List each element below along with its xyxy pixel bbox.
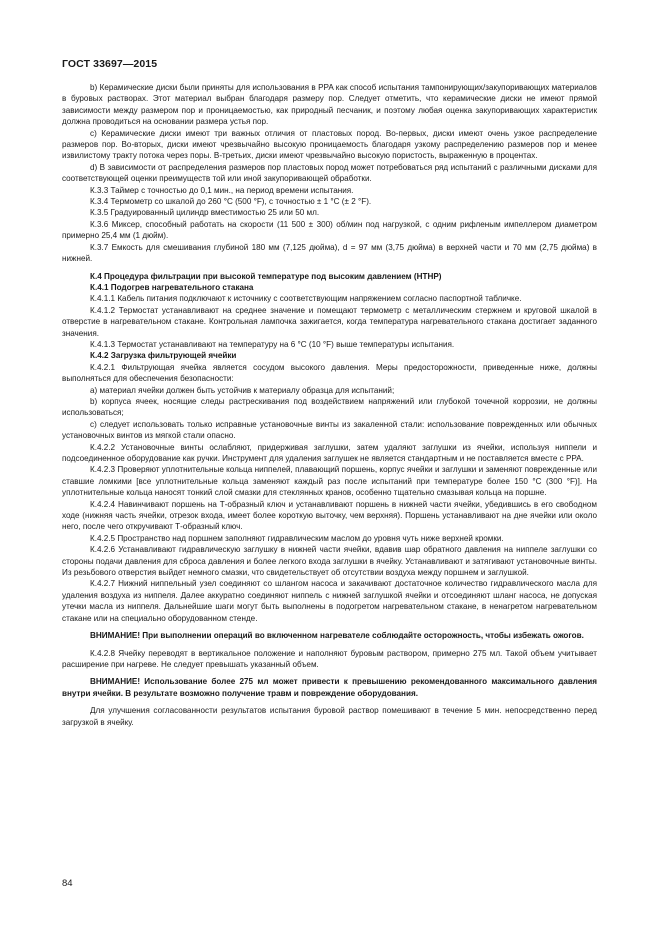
subsection-heading: К.4.1 Подогрев нагревательного стакана (90, 282, 254, 292)
paragraph: К.4.2.2 Установочные винты ослабляют, придерживая заглушки, затем удаляют заглушки из ячейки, используя ниппели и подсоединенное оборудование как ручки. Инструмент для удаления заглушек не является стандартным и не поставляется вместе с PPA. (62, 442, 597, 463)
paragraph: d) В зависимости от распределения размеров пор пластовых пород может потребоваться ряд испытаний с различными дисками для соответствующей оценки преимуществ той или иной закупоривающей обработки. (62, 162, 597, 184)
section-heading: К.4 Процедура фильтрации при высокой температуре под высоким давлением (HTHP) (90, 271, 442, 281)
subsection-heading: К.4.2 Загрузка фильтрующей ячейки (90, 351, 237, 361)
list-item: c) следует использовать только исправные установочные винты из закаленной стали: использование поврежденных или обычных установочных винтов из мягкой стали опасно. (62, 419, 597, 441)
paragraph: К.4.1.3 Термостат устанавливают на температуру на 6 °С (10 °F) выше температуры испытания. (90, 339, 455, 349)
paragraph: c) Керамические диски имеют три важных отличия от пластовых пород. Во-первых, диски имеют очень узкое распределение размеров пор. Во-вторых, диски имеют чрезвычайно высокую проницаемость благодаря узкому распределению размеров пор и менее извилистому тракту потока через поры. В-третьих, диски имеют чрезвычайно высокую пористость, выраженную в процентах. (62, 128, 597, 161)
paragraph: К.4.2.7 Нижний ниппельный узел соединяют со шлангом насоса и закачивают достаточное количество гидравлического масла для удаления воздуха из ниппеля. Далее аккуратно соединяют ниппель с нижней заглушкой ячейки и отсоединяют шланг насоса, не допуская утечки масла из ниппеля. Дальнейшие шаги могут быть выполнены в подогретом нагревательном стакане, в ненагретом нагревательном стакане или на специально оборудованном стенде. (62, 579, 597, 623)
paragraph: К.3.5 Градуированный цилиндр вместимостью 25 или 50 мл. (90, 208, 320, 218)
list-item: а) материал ячейки должен быть устойчив к материалу образца для испытаний; (90, 385, 395, 395)
warning-notice: ВНИМАНИЕ! Использование более 275 мл может привести к превышению рекомендованного максимального давления внутри ячейки. В результате возможно получение травм и повреждение оборудования. (62, 677, 597, 698)
paragraph: К.4.2.8 Ячейку переводят в вертикальное положение и наполняют буровым раствором, примерно 275 мл. Такой объем учитывает расширение при нагреве. Не следует превышать указанный объем. (62, 648, 597, 669)
paragraph: К.4.2.3 Проверяют уплотнительные кольца ниппелей, плавающий поршень, корпус ячейки и заглушки и заменяют поврежденные или ставшие ломкими [все уплотнительные кольца заменяют каждый раз после испытаний при температуре более 150 °С (300 °F)]. На уплотнительные кольца наносят тонкий слой смазки для стеклянных кранов, особенно тщательно смазывая кольца на поршне. (62, 465, 597, 498)
page-number: 84 (62, 878, 73, 889)
warning-notice: ВНИМАНИЕ! При выполнении операций во включенном нагревателе соблюдайте осторожность, чтобы избежать ожогов. (90, 631, 584, 641)
page-header-standard-code: ГОСТ 33697—2015 (62, 58, 158, 70)
paragraph: К.4.2.6 Устанавливают гидравлическую заглушку в нижней части ячейки, вдавив шар обратного давления на ниппеле заглушки со стороны подачи давления для сброса давления и более легкого входа заглушки в ячейку. Устанавливают и затягивают установочные винты. Из резьбового отверстия выйдет немного смазки, что свидетельствует об отсутствии воздуха между поршнем и заглушкой. (62, 545, 597, 578)
paragraph: b) Керамические диски были приняты для использования в PPA как способ испытания тампонирующих/закупоривающих материалов в буровых растворах. Этот материал выбран благодаря размеру пор. Следует отметить, что керамические диски не имеют прямой зависимости между размером пор и проницаемостью, как природный песчаник, и поэтому любая оценка закупоривающих характеристик должна проводиться на основании размера устья пор. (62, 83, 597, 127)
paragraph: К.3.4 Термометр со шкалой до 260 °С (500 °F), с точностью ± 1 °С (± 2 °F). (90, 197, 372, 207)
paragraph: К.3.6 Миксер, способный работать на скорости (11 500 ± 300) об/мин под нагрузкой, с одним рифленым импеллером диаметром примерно 25,4 мм (1 дюйм). (62, 219, 597, 241)
paragraph: К.4.2.4 Навинчивают поршень на Т-образный ключ и устанавливают поршень в нижней части ячейки, убедившись в его свободном ходе (нижняя часть ячейки, отрезок входа, имеет более короткую выточку, чем верхняя). Поршень устанавливают на дне ячейки или около него, после чего откручивают Т-образный ключ. (62, 499, 597, 532)
paragraph: К.4.2.1 Фильтрующая ячейка является сосудом высокого давления. Меры предосторожности, приведенные ниже, должны выполняться для обеспечения безопасности: (62, 362, 597, 384)
paragraph: Для улучшения согласованности результатов испытания буровой раствор помешивают в течение 5 мин. непосредственно перед загрузкой в ячейку. (62, 706, 597, 727)
paragraph: К.3.3 Таймер с точностью до 0,1 мин., на период времени испытания. (90, 185, 354, 195)
paragraph: К.3.7 Емкость для смешивания глубиной 180 мм (7,125 дюйма), d = 97 мм (3,75 дюйма) в верхней части и 70 мм (2,75 дюйма) в нижней. (62, 242, 597, 264)
list-item: b) корпуса ячеек, носящие следы растрескивания под воздействием напряжений или глубокой точечной коррозии, не должны использоваться; (62, 396, 597, 418)
paragraph: К.4.1.1 Кабель питания подключают к источнику с соответствующим напряжением согласно паспортной табличке. (90, 294, 522, 304)
paragraph: К.4.2.5 Пространство над поршнем заполняют гидравлическим маслом до уровня чуть ниже верхней кромки. (90, 533, 504, 543)
document-body (62, 82, 597, 728)
paragraph: К.4.1.2 Термостат устанавливают на среднее значение и помещают термометр с металлическим стержнем и круговой шкалой в отверстие в нагревательном стакане. Контрольная лампочка зажигается, когда температура нагревательного стакана достигает заданного значения. (62, 305, 597, 338)
